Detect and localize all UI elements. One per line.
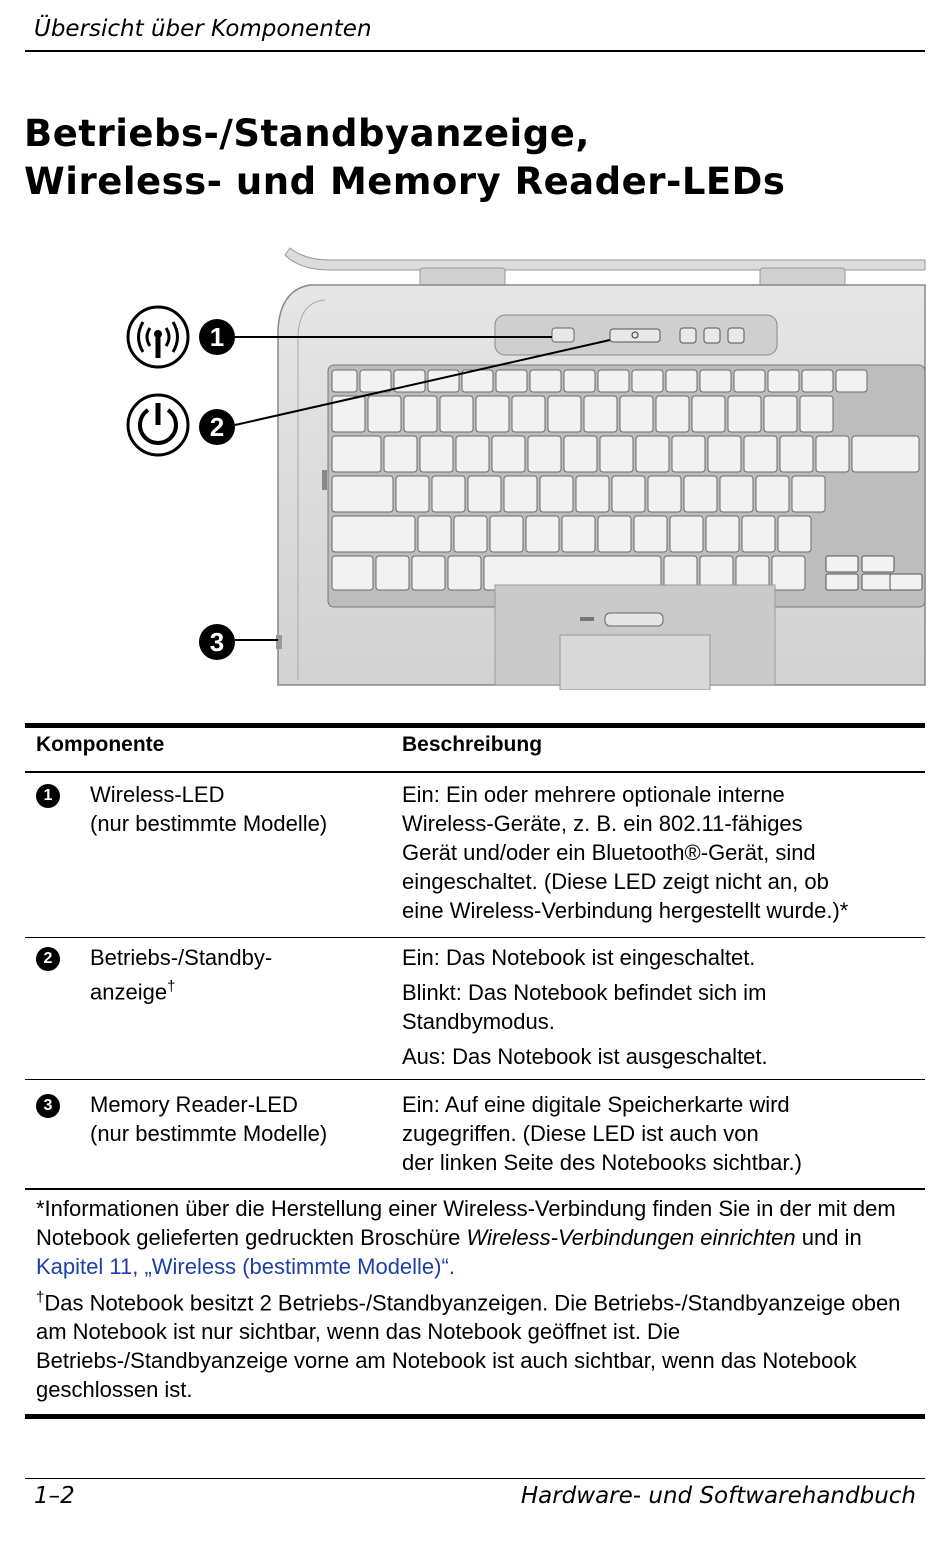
touchpad-led: [580, 617, 594, 621]
callout-3: [199, 624, 235, 660]
component-name-part: anzeige: [90, 979, 168, 1005]
header-rule: [25, 50, 925, 52]
keyboard-key: [332, 370, 357, 392]
callout-1-label: 1: [209, 322, 225, 352]
keyboard-key: [634, 516, 667, 552]
keyboard-key: [512, 396, 545, 432]
wireless-led: [552, 328, 574, 342]
keyboard-key: [404, 396, 437, 432]
keyboard-key: [612, 476, 645, 512]
chapter-11-link[interactable]: Kapitel 11, „Wireless (bestimmte Modelle)“.: [36, 1254, 455, 1279]
media-button-2: [704, 328, 720, 343]
keyboard-key: [456, 436, 489, 472]
row-1-component: [90, 780, 327, 838]
title-line-1: Betriebs-/Standbyanzeige,: [24, 112, 590, 155]
title-line-2: Wireless- und Memory Reader-LEDs: [24, 160, 786, 203]
table-top-rule: [25, 723, 925, 728]
desc-line: Standbymodus.: [402, 1009, 555, 1034]
keyboard-key: [816, 436, 849, 472]
keyboard-key: [528, 436, 561, 472]
footnote-power: [36, 1283, 916, 1404]
desc-line: Wireless-Geräte, z. B. ein 802.11-fähiges: [402, 811, 803, 836]
dagger-mark: †: [36, 1289, 45, 1306]
component-name: Betriebs-/Standby-: [90, 945, 273, 970]
keyboard-key: [396, 476, 429, 512]
keyboard-key: [720, 476, 753, 512]
keyboard-key: [728, 396, 761, 432]
keyboard-key: [744, 436, 777, 472]
keyboard-key: [454, 516, 487, 552]
keyboard-key: [562, 516, 595, 552]
keyboard-key: [656, 396, 689, 432]
keyboard-key: [700, 370, 731, 392]
power-button: [610, 329, 660, 342]
keyboard-key: [564, 370, 595, 392]
keyboard-key: [764, 396, 797, 432]
keyboard-key: [384, 436, 417, 472]
keyboard-key: [504, 476, 537, 512]
keyboard-key: [800, 396, 833, 432]
wireless-icon: [128, 307, 188, 367]
row-2-description: [402, 943, 768, 1071]
keyboard-key: [734, 370, 765, 392]
keyboard-key: [632, 370, 663, 392]
keyboard-key: [476, 396, 509, 432]
keyboard-key: [540, 476, 573, 512]
row-number-badge: 1: [36, 784, 60, 808]
keyboard-key: [448, 556, 481, 590]
notebook-drawing: [0, 240, 950, 690]
keyboard-key: [778, 516, 811, 552]
callout-2: [199, 409, 235, 445]
row-3-description: [402, 1090, 802, 1177]
arrow-key: [890, 574, 922, 590]
keyboard-key: [368, 396, 401, 432]
desc-off: Aus: Das Notebook ist ausgeschaltet.: [402, 1044, 768, 1069]
keyboard-key: [620, 396, 653, 432]
keyboard-key: [584, 396, 617, 432]
arrow-key: [826, 574, 858, 590]
page-title: [24, 110, 785, 206]
keyboard-key: [684, 476, 717, 512]
keyboard-key: [440, 396, 473, 432]
media-button-3: [728, 328, 744, 343]
component-name: Wireless-LED: [90, 782, 225, 807]
lid-edge: [285, 248, 925, 270]
row-divider: [25, 1079, 925, 1080]
desc-line: Blinkt: Das Notebook befindet sich im: [402, 980, 767, 1005]
desc-line: der linken Seite des Notebooks sichtbar.): [402, 1150, 802, 1175]
keyboard-key: [496, 370, 527, 392]
footnote-wireless: [36, 1194, 916, 1281]
col-header-komponente: Komponente: [36, 733, 165, 756]
page-number: 1–2: [34, 1483, 75, 1509]
desc-line: zugegriffen. (Diese LED ist auch von: [402, 1121, 759, 1146]
keyboard-key: [492, 436, 525, 472]
keyboard-key: [706, 516, 739, 552]
keyboard-key: [490, 516, 523, 552]
desc-line: Gerät und/oder ein Bluetooth®-Gerät, sind: [402, 840, 816, 865]
row-number-badge: 3: [36, 1094, 60, 1118]
keyboard-key: [636, 436, 669, 472]
callout-2-label: 2: [209, 412, 225, 442]
keyboard-key: [648, 476, 681, 512]
keyboard-key: [708, 436, 741, 472]
dagger-footnote-mark: †: [167, 978, 176, 995]
keyboard-key: [670, 516, 703, 552]
keyboard-key: [526, 516, 559, 552]
callout-3-label: 3: [209, 627, 225, 657]
footnote-text: Das Notebook besitzt 2 Betriebs-/Standbyanzeigen. Die Betriebs-/Standbyanzeige oben am Notebook ist nur sichtbar, wenn das Notebook geöffnet ist. Die Betriebs-/Standbyanzeige vorne am Notebook ist auch sichtbar, wenn das Notebook geschlossen ist.: [36, 1290, 901, 1403]
keyboard-key: [598, 370, 629, 392]
keyboard-key: [742, 516, 775, 552]
col-header-beschreibung: Beschreibung: [402, 733, 543, 756]
keyboard-key: [360, 370, 391, 392]
keyboard-key: [792, 476, 825, 512]
power-icon: [128, 395, 188, 455]
callout-1: [199, 319, 235, 355]
running-header: Übersicht über Komponenten: [34, 16, 372, 42]
keyboard-key: [780, 436, 813, 472]
media-button-1: [680, 328, 696, 343]
footer-rule: [25, 1478, 925, 1479]
keyboard-key: [332, 476, 393, 512]
keyboard-key: [332, 516, 415, 552]
footnote-text: und in: [795, 1225, 862, 1250]
keyboard-key: [548, 396, 581, 432]
keyboard-key: [332, 556, 373, 590]
table-footnotes: [36, 1194, 916, 1404]
touchpad: [560, 635, 710, 690]
component-note: (nur bestimmte Modelle): [90, 1121, 328, 1146]
keyboard-key: [376, 556, 409, 590]
keyboard-key: [852, 436, 919, 472]
keyboard-key: [418, 516, 451, 552]
keyboard-key: [468, 476, 501, 512]
desc-line: eingeschaltet. (Diese LED zeigt nicht an, ob: [402, 869, 829, 894]
row-number-badge: 2: [36, 947, 60, 971]
keyboard-key: [772, 556, 805, 590]
brochure-title: Wireless-Verbindungen einrichten: [466, 1225, 796, 1250]
touchpad-toggle: [605, 613, 663, 626]
keyboard-key: [576, 476, 609, 512]
keyboard-key: [530, 370, 561, 392]
keyboard-key: [768, 370, 799, 392]
component-name-cont: [90, 972, 272, 1006]
component-name: Memory Reader-LED: [90, 1092, 298, 1117]
header-rule-bottom: [25, 771, 925, 773]
desc-line: Ein: Auf eine digitale Speicherkarte wird: [402, 1092, 790, 1117]
keyboard-key: [672, 436, 705, 472]
keyboard-key: [836, 370, 867, 392]
keyboard-key: [332, 436, 381, 472]
memory-reader-led: [276, 635, 282, 649]
table-bottom-rule: [25, 1414, 925, 1419]
arrow-key: [862, 574, 894, 590]
arrow-key: [862, 556, 894, 572]
row-3-component: [90, 1090, 327, 1148]
row-divider: [25, 937, 925, 938]
desc-on: Ein: Das Notebook ist eingeschaltet.: [402, 945, 756, 970]
keyboard-key: [432, 476, 465, 512]
arrow-key: [826, 556, 858, 572]
keyboard-key: [420, 436, 453, 472]
keyboard-key: [412, 556, 445, 590]
book-title: Hardware- und Softwarehandbuch: [520, 1483, 916, 1509]
desc-blink: [402, 978, 768, 1036]
keyboard-key: [692, 396, 725, 432]
footnote-text: *Informationen über die Herstellung einer Wireless-Verbindung finden Sie in der mit dem Notebook gelieferten gedruckten Broschüre: [36, 1196, 896, 1250]
keyboard-key: [564, 436, 597, 472]
row-1-description: [402, 780, 848, 925]
desc-line: Ein: Ein oder mehrere optionale interne: [402, 782, 785, 807]
component-note: (nur bestimmte Modelle): [90, 811, 328, 836]
keyboard-key: [802, 370, 833, 392]
keyboard-key: [666, 370, 697, 392]
side-indicator: [322, 470, 327, 490]
keyboard-key: [600, 436, 633, 472]
desc-line: eine Wireless-Verbindung hergestellt wurde.)*: [402, 898, 849, 923]
footnote-rule: [25, 1188, 925, 1190]
keyboard-key: [598, 516, 631, 552]
keyboard-key: [756, 476, 789, 512]
row-2-component: [90, 943, 272, 1006]
notebook-illustration: [0, 240, 950, 690]
